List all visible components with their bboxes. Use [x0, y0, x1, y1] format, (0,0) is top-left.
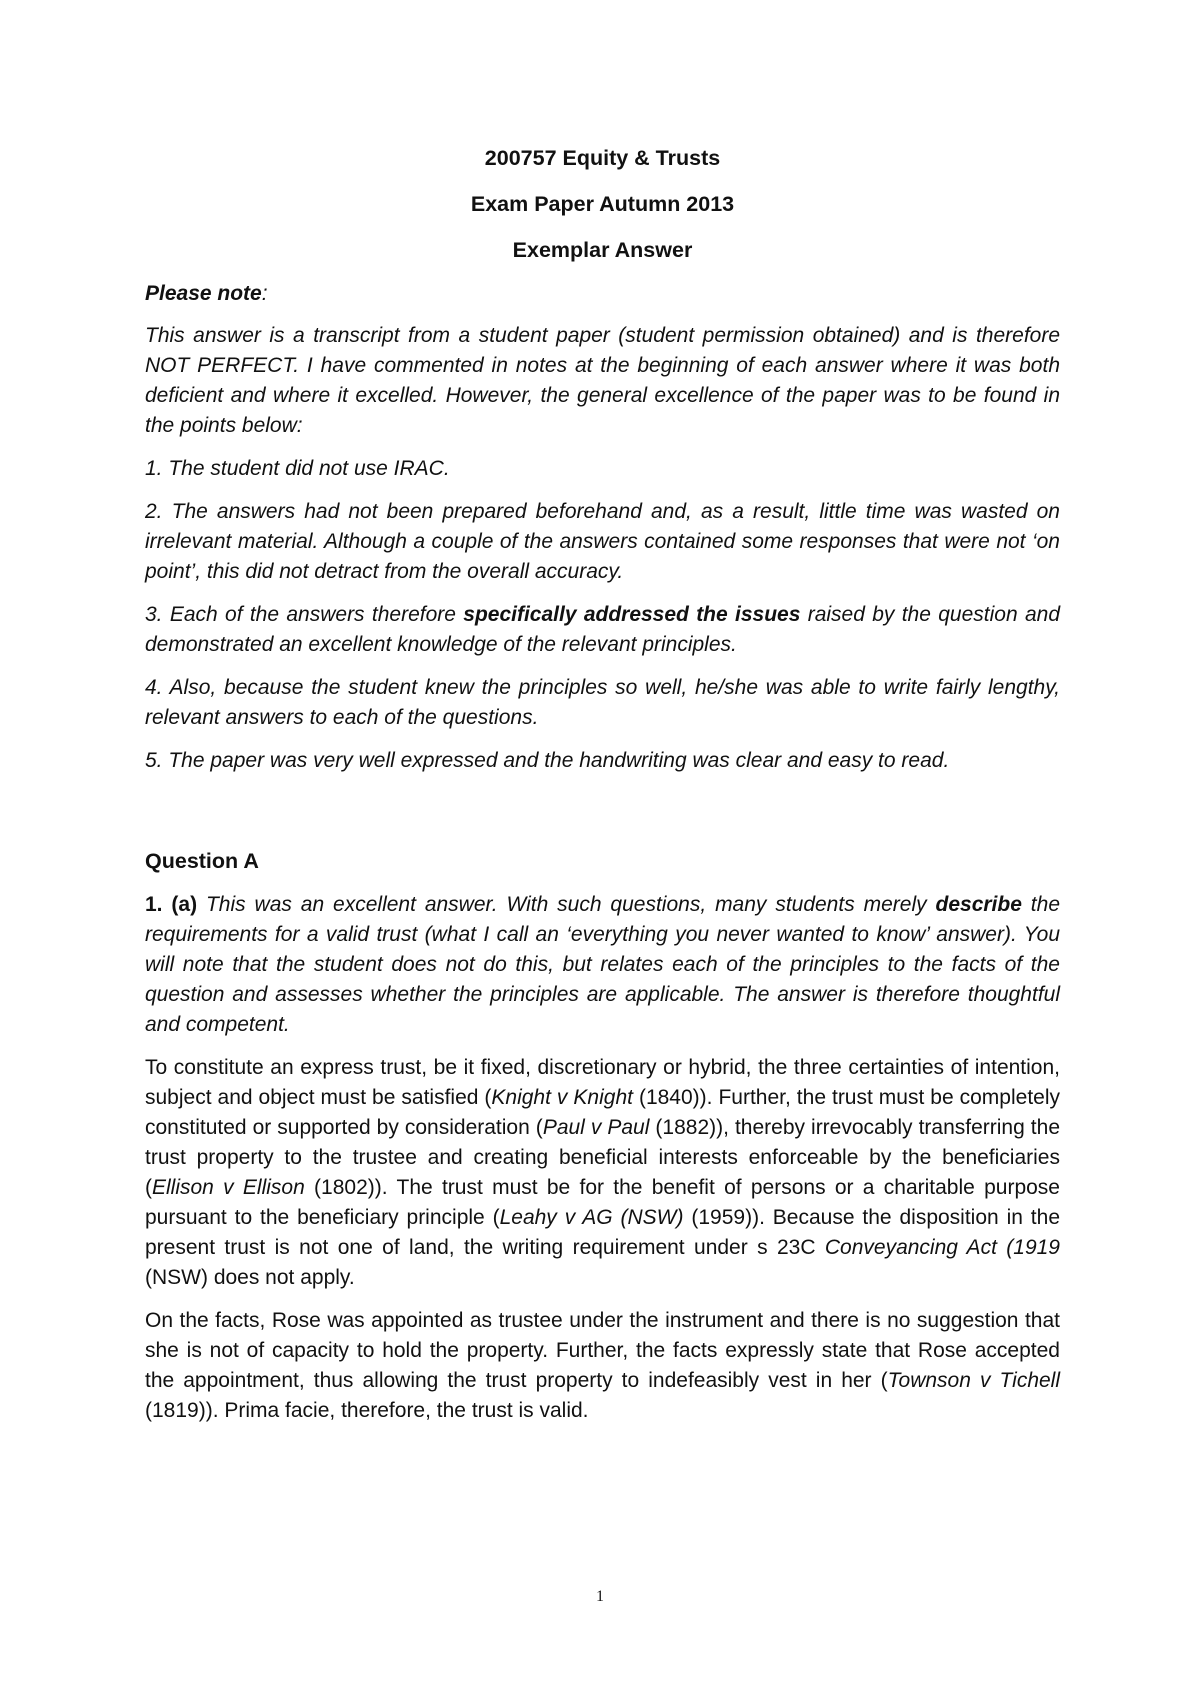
question-label: 1. (a) [145, 893, 198, 916]
comment-part-2: the requirements for a valid trust (what I call an ‘everything you never wanted to know’ answer). You will note that the student does not do this, but relates each of the principles to the facts of the question and assesses whether the principles are applicable. The answer is therefore thoughtful and competent. [145, 893, 1060, 1036]
note-point-3-emphasis: specifically addressed the issues [463, 603, 801, 626]
exam-title: Exam Paper Autumn 2013 [470, 192, 735, 216]
statute-citation: Conveyancing Act (1919 [824, 1236, 1060, 1259]
note-point-1: 1. The student did not use IRAC. [145, 457, 450, 480]
note-point-2: 2. The answers had not been prepared beforehand and, as a result, little time was wasted on irrelevant material. Although a couple of the answers contained some responses that were not ‘on point’, this did not detract from the overall accuracy. [145, 500, 1060, 583]
answer-paragraph-1 [145, 1053, 1060, 1293]
p2-text-1: On the facts, Rose was appointed as trustee under the instrument and there is no suggestion that she is not of capacity to hold the property. Further, the facts expressly state that Rose accepted the appointment, thus allowing the trust property to indefeasibly vest in her ( [145, 1309, 1060, 1392]
note-heading-colon: : [261, 282, 268, 305]
note-point-4: 4. Also, because the student knew the principles so well, he/she was able to write fairly lengthy, relevant answers to each of the questions. [145, 676, 1060, 729]
note-intro: This answer is a transcript from a student paper (student permission obtained) and is therefore NOT PERFECT. I have commented in notes at the beginning of each answer where it was both deficient and where it excelled. However, the general excellence of the paper was to be found in the points below: [145, 324, 1060, 437]
p1-text-1: To constitute an express trust, be it fixed, discretionary or hybrid, the three certainties of intention, subject and object must be satisfied ( [145, 1056, 1060, 1109]
case-citation-ellison: Ellison v Ellison [152, 1176, 305, 1199]
comment-emphasis: describe [935, 893, 1022, 916]
p1-text-4: (1802)). The trust must be for the benefit of persons or a charitable purpose pursuant to the beneficiary principle ( [145, 1176, 1060, 1229]
note-point-5: 5. The paper was very well expressed and the handwriting was clear and easy to read. [145, 749, 950, 772]
case-citation-townson: Townson v Tichell [887, 1369, 1061, 1392]
case-citation-leahy: Leahy v AG (NSW) [499, 1206, 684, 1229]
course-title: 200757 Equity & Trusts [484, 146, 721, 170]
note-heading-text: Please note [145, 282, 262, 305]
comment-part-1: This was an excellent answer. With such questions, many students merely [197, 893, 936, 916]
answer-paragraph-2 [145, 1306, 1060, 1426]
page-number: 1 [596, 1588, 604, 1605]
p1-text-5: (1959)). Because the disposition in the present trust is not one of land, the writing requirement under s 23C [145, 1206, 1060, 1259]
question-a-heading: Question A [145, 849, 259, 873]
note-point-3 [145, 600, 1060, 660]
note-point-3-start: 3. Each of the answers therefore [145, 603, 464, 626]
p1-text-3: (1882)), thereby irrevocably transferring the trust property to the trustee and creating beneficial interests enforceable by the beneficiaries ( [145, 1116, 1060, 1199]
note-point-3-end: raised by the question and demonstrated an excellent knowledge of the relevant principles. [145, 603, 1060, 656]
p1-text-6: (NSW) does not apply. [145, 1266, 355, 1289]
case-citation-paul: Paul v Paul [542, 1116, 650, 1139]
note-heading [145, 279, 1060, 309]
answer-subtitle: Exemplar Answer [512, 238, 693, 262]
question-a-comment [145, 890, 1060, 1040]
p1-text-2: (1840)). Further, the trust must be completely constituted or supported by consideration ( [145, 1086, 1061, 1139]
p2-text-2: (1819)). Prima facie, therefore, the trust is valid. [145, 1399, 589, 1422]
page-content [145, 143, 1060, 1439]
case-citation-knight: Knight v Knight [491, 1086, 633, 1109]
